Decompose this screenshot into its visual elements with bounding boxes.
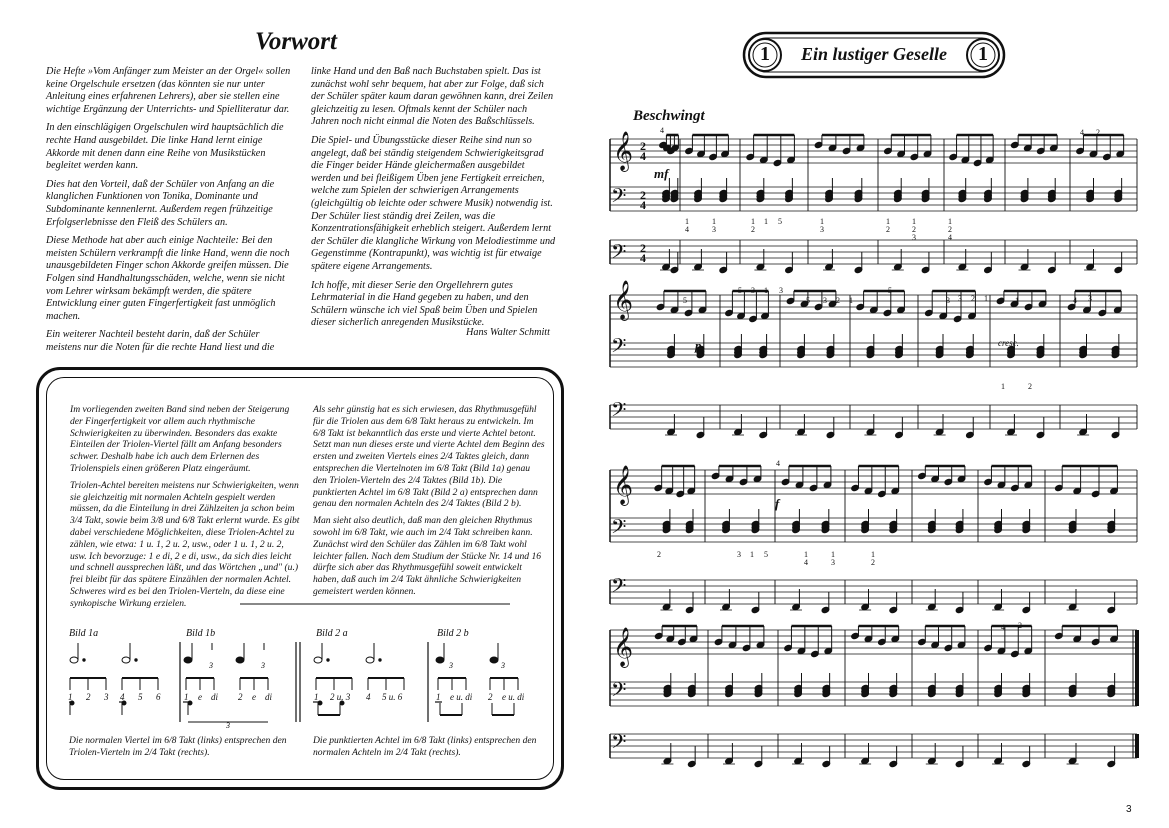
example-caption-2: Die punktierten Achtel im 6/8 Takt (links) entsprechen den normalen Achteln im 2/4 Takt (rechts). bbox=[313, 735, 537, 758]
fingering: 1 bbox=[912, 217, 916, 226]
fingering: 4 bbox=[685, 225, 689, 234]
count-label: 2 bbox=[86, 692, 91, 702]
fingering: 1 bbox=[764, 286, 768, 295]
piece-number-right: 1 bbox=[978, 43, 988, 65]
paragraph: Diese Methode hat aber auch einige Nachteile: Bei den meisten Schülern verkrampft die linke Hand, wenn die noch unausgebildeten Finger schon Akkorde greifen müssen. Die Folgen sind Handhaltungsschäden, welche, wenn sie nicht vom Lehrer wirksam bekämpft werden, die spätere Entwicklung einer guten Fingerfertigkeit fast unmöglich machen. bbox=[46, 235, 290, 322]
piece-number-left: 1 bbox=[760, 43, 770, 65]
dynamic-mark: cresc. bbox=[998, 338, 1019, 348]
count-label: 5 bbox=[138, 692, 143, 702]
song-title: Ein lustiger Geselle bbox=[800, 44, 947, 64]
count-label: e bbox=[198, 692, 202, 702]
time-signature-top: 2 bbox=[640, 139, 646, 153]
paragraph: In den einschlägigen Orgelschulen wird hauptsächlich die rechte Hand ausgebildet. Die linke Hand lernt einige Akkorde mit denen dann eine Reihe von Musikstücken begleitet werden kann. bbox=[46, 122, 284, 172]
fingering: 3 bbox=[751, 286, 755, 295]
fingering: 5 bbox=[806, 296, 810, 305]
treble-clef-icon: 𝄞 bbox=[613, 627, 634, 667]
time-signature-top: 2 bbox=[640, 188, 646, 202]
triplet-mark: 3 bbox=[209, 661, 213, 670]
page-title: Vorwort bbox=[255, 28, 337, 55]
fingering: 3 bbox=[779, 286, 783, 295]
fingering: 2 bbox=[1018, 621, 1022, 630]
fingering: 1 bbox=[804, 550, 808, 559]
triplet-mark: 3 bbox=[501, 661, 505, 670]
fingering: 1 bbox=[831, 550, 835, 559]
fingering: 1 bbox=[820, 217, 824, 226]
triplet-mark: 3 bbox=[261, 661, 265, 670]
fingering: 1 bbox=[712, 217, 716, 226]
fingering: 5 bbox=[683, 296, 687, 305]
fingering: 3 bbox=[912, 233, 916, 242]
paragraph: Triolen-Achtel bereiten meistens nur Schwierigkeiten, wenn sie gleichzeitig mit normalen Achteln gespielt werden müssen, da die Einteilung in drei Zählzeiten ja schon beim 3/4 Takt, sowie beim 3/8 und 6/8 Takt erlernt wurde. Es gibt dabei verschiedene Möglichkeiten, diese Triolen-Achtel zu zählen, wie etwa: 1 u. 1, 2 u. 2, usw., oder 1 u. 1, 2 u. 2, usw. Ich bevorzuge: 1 e di, 2 e di, usw., da sich dies leicht und schnell aussprechen läßt, und das Wörtchen „und" (u.) frei bleibt für das spätere Einzählen der normalen Achtel. Schweres wird es bei den Triolen-Vierteln, da diese eine synkopische Wirkung erzielen. bbox=[70, 479, 300, 609]
count-label: e u. di bbox=[450, 692, 473, 702]
bass-clef-icon: 𝄢 bbox=[611, 240, 627, 268]
fingering: 2 bbox=[912, 225, 916, 234]
count-label: 2 u. 3 bbox=[330, 692, 351, 702]
count-label: di bbox=[265, 692, 273, 702]
time-signature-bottom: 4 bbox=[640, 251, 646, 265]
count-label: 4 bbox=[120, 692, 125, 702]
count-label: 5 u. 6 bbox=[382, 692, 403, 702]
fingering: 3 bbox=[820, 225, 824, 234]
fingering: 2 bbox=[971, 294, 975, 303]
fingering: 1 bbox=[849, 296, 853, 305]
fingering: 4 bbox=[948, 233, 952, 242]
fingering: 2 bbox=[871, 558, 875, 567]
fingering: 1 bbox=[948, 217, 952, 226]
bass-clef-icon: 𝄢 bbox=[611, 678, 627, 706]
count-label: 1 bbox=[314, 692, 319, 702]
fingering: 3 bbox=[823, 296, 827, 305]
fingering: 2 bbox=[836, 296, 840, 305]
count-label: 2 bbox=[238, 692, 243, 702]
fingering: 5 bbox=[764, 550, 768, 559]
fingering: 2 bbox=[657, 550, 661, 559]
fingering: 1 bbox=[764, 217, 768, 226]
fingering: 4 bbox=[776, 459, 780, 468]
fingering: 4 bbox=[804, 558, 808, 567]
paragraph: Als sehr günstig hat es sich erwiesen, das Rhythmusgefühl für die Triolen aus dem 6/8 Takt heraus zu entwickeln. Im 6/8 Takt ist bekanntlich das erste und vierte Achtel betont. Setzt man nun dieses erste und vierte Achtel dem Beginn des ersten und zweiten Viertels eines 2/4 Taktes gleich, dann entsprechen die Viertelnoten im 6/8 Takt (Bild 1a) genau den Triolen-Vierteln des 2/4 Taktes (Bild 1b). Die punktierten Achtel im 6/8 Takt (Bild 2 a) entsprechen dann genau den normalen Achteln des 2/4 Taktes (Bild 2 b). bbox=[313, 404, 545, 510]
triplet-mark: 3 bbox=[449, 661, 453, 670]
triplet-mark: 3 bbox=[226, 721, 230, 730]
count-label: 1 bbox=[68, 692, 73, 702]
fingering: 1 bbox=[1015, 296, 1019, 305]
fingering: 1 bbox=[984, 294, 988, 303]
count-label: 4 bbox=[366, 692, 371, 702]
fingering: 3 bbox=[712, 225, 716, 234]
paragraph: Dies hat den Vorteil, daß der Schüler von Anfang an die klanglichen Funktionen von Tonika, Dominante und Subdominante kennenlernt. Außerdem regen frühzeitige Erfolgserlebnisse den Fleiß des Schülers an. bbox=[46, 178, 275, 228]
fingering: 4 bbox=[660, 126, 664, 135]
fingering: 5 bbox=[888, 286, 892, 295]
fingering: 1 bbox=[886, 217, 890, 226]
dynamic-mark: f bbox=[775, 496, 780, 511]
tempo-marking: Beschwingt bbox=[633, 108, 705, 124]
count-label: e bbox=[252, 692, 256, 702]
treble-clef-icon: 𝄞 bbox=[613, 280, 634, 320]
fingering: 2 bbox=[1096, 128, 1100, 137]
time-signature-bottom: 4 bbox=[640, 149, 646, 163]
time-signature-bottom: 4 bbox=[640, 198, 646, 212]
fingering: 2 bbox=[751, 225, 755, 234]
example-label-2a: Bild 2 a bbox=[316, 628, 348, 639]
fingering: 4 bbox=[1001, 623, 1005, 632]
count-label: 6 bbox=[156, 692, 161, 702]
example-label-2b: Bild 2 b bbox=[437, 628, 469, 639]
page-number: 3 bbox=[1126, 804, 1132, 815]
count-label: 1 bbox=[436, 692, 441, 702]
paragraph: linke Hand und den Baß nach Buchstaben spielt. Das ist zunächst wohl sehr bequem, hat aber zur Folge, daß sich der Schüler später kaum daran gewöhnen kann, drei Zeilen gleichzeitig zu lesen. Oftmals kennt der Schüler nach Jahren noch nicht einmal die Noten des Baßschlüssels. bbox=[311, 66, 554, 128]
dynamic-mark: p bbox=[695, 338, 702, 353]
fingering: 4 bbox=[1080, 128, 1084, 137]
fingering: 2 bbox=[1028, 382, 1032, 391]
dynamic-mark: mf bbox=[654, 166, 669, 181]
fingering: 3 bbox=[946, 296, 950, 305]
treble-clef-icon: 𝄞 bbox=[613, 131, 634, 171]
paragraph: Die Spiel- und Übungsstücke dieser Reihe sind nun so angelegt, daß bei ständig steigendem Schwierigkeitsgrad die Finger beider Hände gleichermaßen ausgebildet werden und bei fleißigem Üben jene Fertigkeit erreichen, welche zum Spielen der schwierigen Arrangements (gleichgültig ob leichte oder schwere Musik) notwendig ist. Der Schüler liest ständig drei Zeilen, was die Konzentrationsfähigkeit erheblich steigert. Außerdem lernt der Schüler die klangliche Wirkung von Melodiestimme und Gegenstimme (Kontrapunkt), was wichtig ist für etwaige spätere eigene Arrangements. bbox=[311, 134, 556, 272]
example-label-1a: Bild 1a bbox=[69, 628, 99, 639]
count-label: e u. di bbox=[502, 692, 525, 702]
bass-clef-icon: 𝄢 bbox=[611, 398, 627, 426]
example-caption-1: Die normalen Viertel im 6/8 Takt (links) entsprechen den Triolen-Vierteln im 2/4 Takt (rechts). bbox=[69, 735, 287, 758]
fingering: 3 bbox=[958, 294, 962, 303]
count-label: 2 bbox=[488, 692, 493, 702]
fingering: 2 bbox=[886, 225, 890, 234]
fingering: 4 bbox=[1073, 296, 1077, 305]
fingering: 5 bbox=[738, 286, 742, 295]
treble-clef-icon: 𝄞 bbox=[613, 465, 634, 505]
paragraph: Ein weiterer Nachteil besteht darin, daß der Schüler meistens nur die Noten für die rechte Hand liest und die bbox=[46, 329, 275, 353]
bass-clef-icon: 𝄢 bbox=[611, 574, 627, 602]
paragraph: Die Hefte »Vom Anfänger zum Meister an der Orgel« sollen keine Orgelschule ersetzen (das könnten sie nur unter Anleitung eines erfahrenen Lehrers), aber sie stellen eine wichtige Ergänzung der Unterrichts- und Spielliteratur dar. bbox=[46, 66, 291, 115]
fingering: 2 bbox=[948, 225, 952, 234]
fingering: 3 bbox=[831, 558, 835, 567]
paragraph: Ich hoffe, mit dieser Serie den Orgellehrern gutes Lehrmaterial in die Hand gegeben zu haben, und den Schülern wünsche ich viel Spaß beim Üben und Spielen dieser sicherlich anregenden Musikstücke. bbox=[311, 279, 538, 329]
bass-clef-icon: 𝄢 bbox=[611, 184, 627, 212]
bass-clef-icon: 𝄢 bbox=[611, 730, 627, 758]
count-label: 3 bbox=[104, 692, 109, 702]
fingering: 1 bbox=[1001, 382, 1005, 391]
fingering: 1 bbox=[751, 217, 755, 226]
paragraph: Man sieht also deutlich, daß man den gleichen Rhythmus sowohl im 6/8 Takt, wie auch im 2/4 Takt schreiben kann. Zunächst wird den Schüler das Zählen im 6/8 Takt wohl leichter fallen. Nach dem Studium der Stücke Nr. 14 und 16 dürfte sich aber das Rhythmusgefühl soweit entwickelt haben, daß auch im 2/4 Takt ähnliche Schwierigkeiten gemeistert werden können. bbox=[313, 515, 542, 597]
count-label: 1 bbox=[184, 692, 189, 702]
author-signature: Hans Walter Schmitt bbox=[466, 327, 550, 338]
bass-clef-icon: 𝄢 bbox=[611, 334, 627, 362]
fingering: 5 bbox=[778, 217, 782, 226]
fingering: 1 bbox=[750, 550, 754, 559]
time-signature-top: 2 bbox=[640, 241, 646, 255]
fingering: 3 bbox=[737, 550, 741, 559]
fingering: 1 bbox=[685, 217, 689, 226]
bass-clef-icon: 𝄢 bbox=[611, 515, 627, 543]
fingering: 2 bbox=[1000, 296, 1004, 305]
fingering: 3 bbox=[1088, 294, 1092, 303]
fingering: 1 bbox=[871, 550, 875, 559]
paragraph: Im vorliegenden zweiten Band sind neben der Steigerung der Fingerfertigkeit vor allem auch rhythmische Schwierigkeiten zu überwinden. Besonders das exakte Einteilen der Triolen-Viertel fällt am Anfang besonders schwer. Deshalb habe ich auch dem Erlernen des Triolenspiels einen größeren Platz eingeräumt. bbox=[70, 404, 290, 474]
count-label: di bbox=[211, 692, 219, 702]
example-label-1b: Bild 1b bbox=[186, 628, 216, 639]
